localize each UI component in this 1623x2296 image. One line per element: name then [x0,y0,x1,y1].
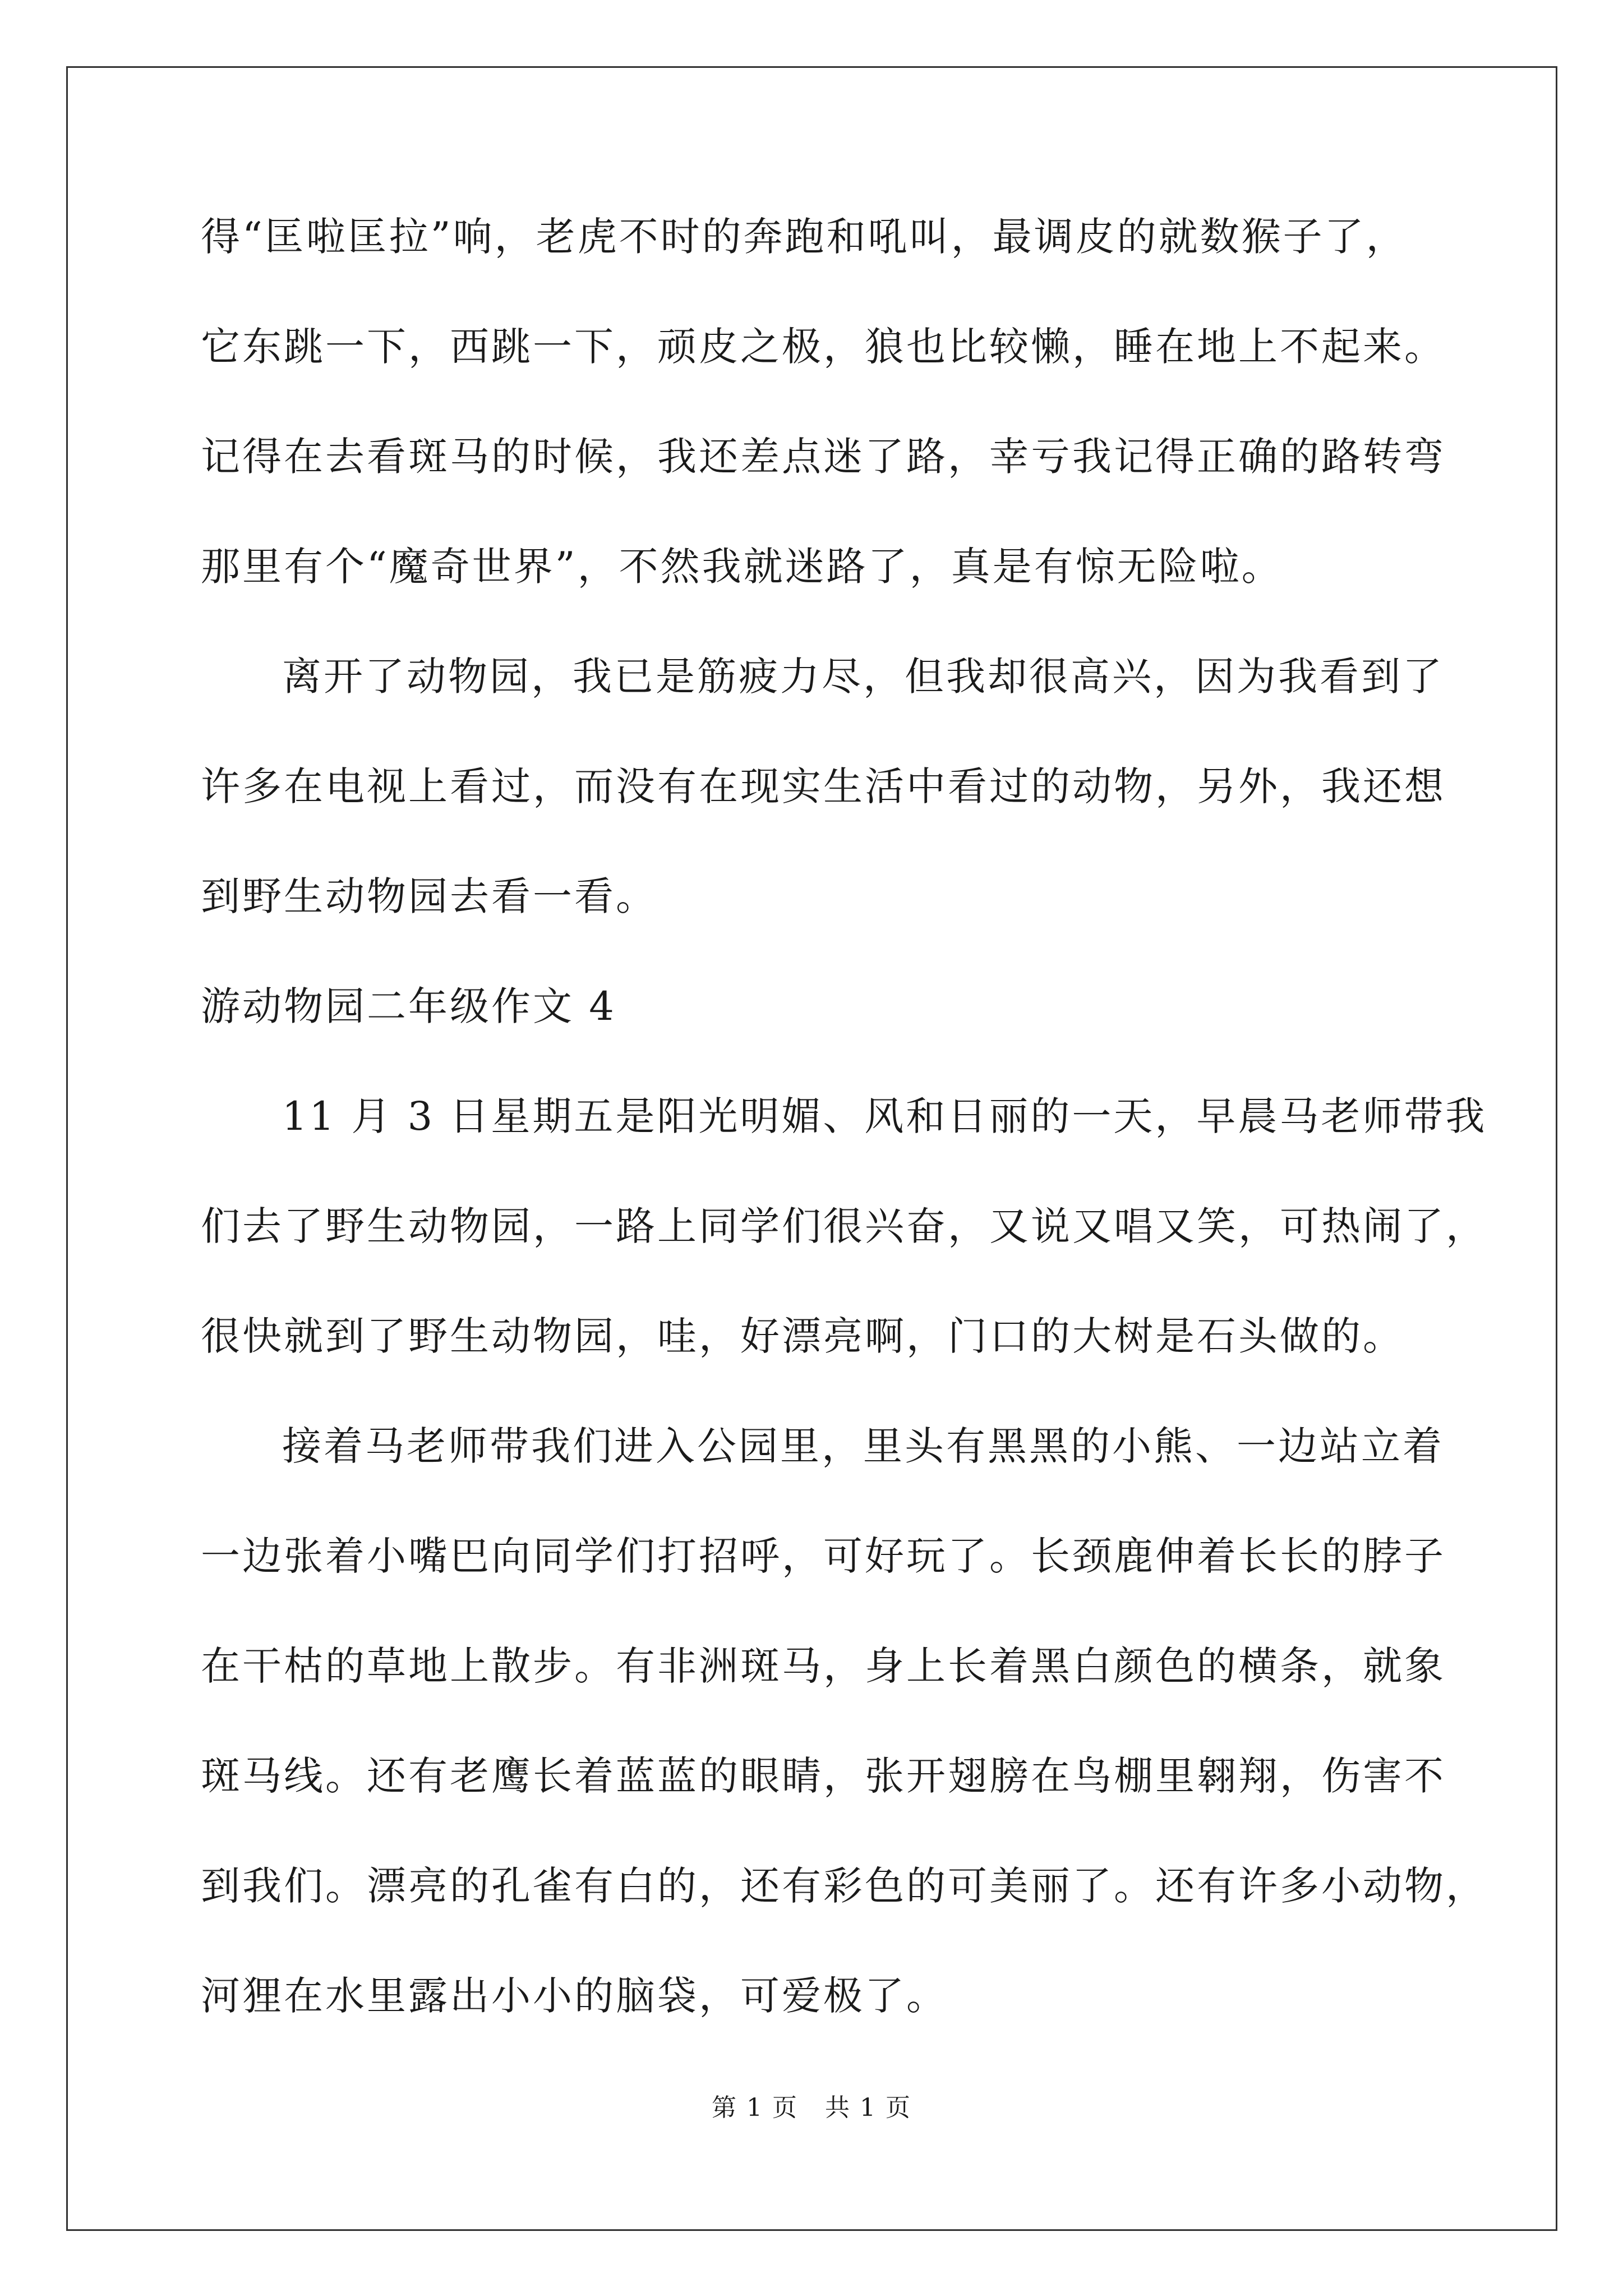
text-line: 斑马线。还有老鹰长着蓝蓝的眼睛，张开翅膀在鸟棚里翱翔，伤害不 [201,1753,1446,1799]
text-line: 离开了动物园，我已是筋疲力尽，但我却很高兴，因为我看到了 [282,654,1444,700]
text-line: 到野生动物园去看一看。 [201,873,657,919]
page-footer: 第 1 页 共 1 页 [712,2093,911,2122]
text-line: 在干枯的草地上散步。有非洲斑马，身上长着黑白颜色的横条，就象 [201,1643,1446,1689]
text-line: 游动物园二年级作文 4 [201,983,616,1029]
text-line: 记得在去看斑马的时候，我还差点迷了路，幸亏我记得正确的路转弯 [201,434,1446,480]
text-line: 一边张着小嘴巴向同学们打招呼，可好玩了。长颈鹿伸着长长的脖子 [201,1533,1446,1579]
text-line: 11 月 3 日星期五是阳光明媚、风和日丽的一天，早晨马老师带我 [282,1093,1487,1139]
text-line: 它东跳一下，西跳一下，顽皮之极，狼也比较懒，睡在地上不起来。 [201,324,1446,370]
document-body [201,203,1487,2072]
text-line: 接着马老师带我们进入公园里，里头有黑黑的小熊、一边站立着 [282,1423,1444,1469]
text-line: 很快就到了野生动物园，哇，好漂亮啊，门口的大树是石头做的。 [201,1313,1404,1359]
text-line: 得“匡啦匡拉”响，老虎不时的奔跑和吼叫，最调皮的就数猴子了， [201,214,1408,260]
text-line: 到我们。漂亮的孔雀有白的，还有彩色的可美丽了。还有许多小动物， [201,1863,1487,1909]
text-line: 河狸在水里露出小小的脑袋，可爱极了。 [201,1973,948,2019]
text-line: 们去了野生动物园，一路上同学们很兴奋，又说又唱又笑，可热闹了， [201,1203,1487,1249]
text-line: 那里有个“魔奇世界”，不然我就迷路了，真是有惊无险啦。 [201,544,1283,590]
text-line: 许多在电视上看过，而没有在现实生活中看过的动物，另外，我还想 [201,763,1446,809]
